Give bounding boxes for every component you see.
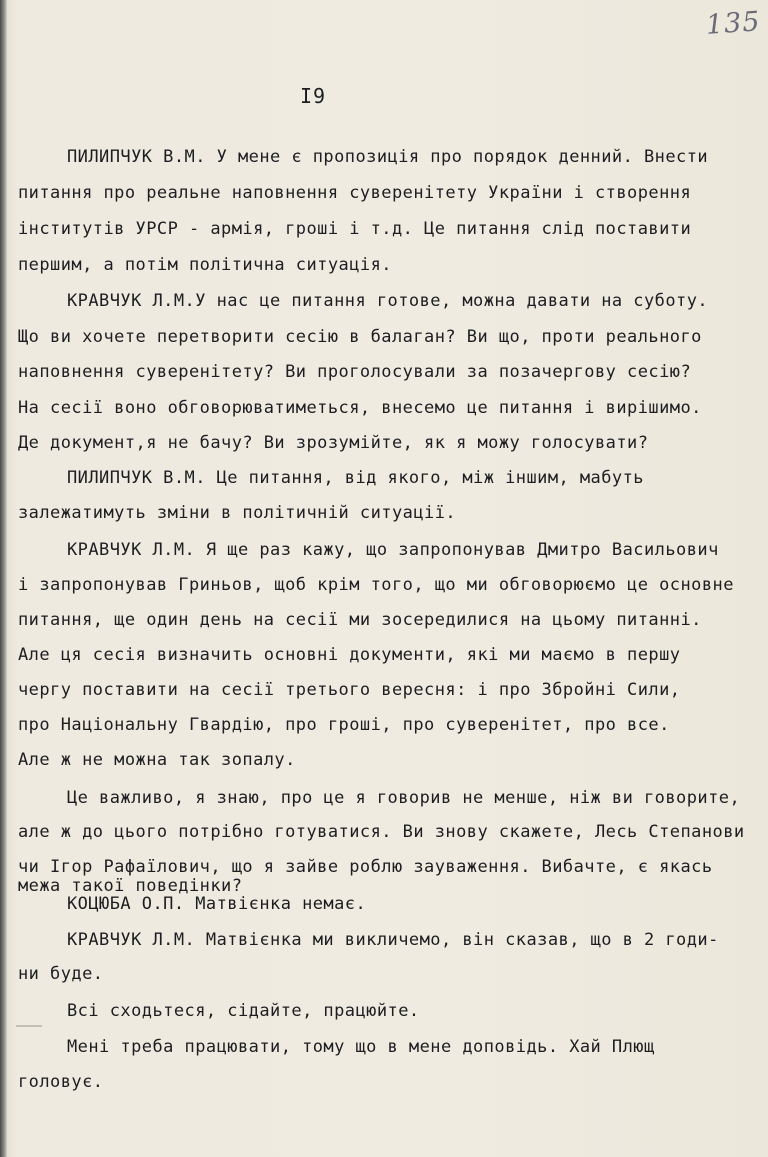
- text-line: ни буде.: [18, 964, 104, 984]
- text-line: Всі сходьтеся, сідайте, працюйте.: [67, 1001, 420, 1021]
- text-line: залежатимуть зміни в політичній ситуації.: [18, 503, 457, 523]
- text-line: КРАВЧУК Л.М. Я ще раз кажу, що запропонував Дмитро Васильович: [67, 540, 719, 560]
- text-line: КОЦЮБА О.П. Матвієнка немає.: [67, 894, 367, 914]
- text-line: На сесії воно обговорюватиметься, внесемо це питання і вирішимо.: [18, 398, 702, 418]
- text-line: КРАВЧУК Л.М. Матвієнка ми викличемо, він сказав, що в 2 годи-: [67, 930, 719, 950]
- archive-page-number: 135: [704, 6, 762, 41]
- text-line: інститутів УРСР - армія, гроші і т.д. Це питання слід поставити: [18, 219, 692, 239]
- text-line: але ж до цього потрібно готуватися. Ви знову скажете, Лесь Степанови: [18, 822, 745, 842]
- text-line: Але ця сесія визначить основні документи, які ми маємо в першу: [18, 645, 681, 665]
- text-line: Де документ,я не бачу? Ви зрозумійте, як я можу голосувати?: [18, 433, 649, 453]
- text-line: першим, а потім політична ситуація.: [18, 255, 392, 275]
- text-line: Але ж не можна так зопалу.: [18, 750, 296, 770]
- faint-strike-mark: [16, 1025, 42, 1027]
- text-line: Мені треба працювати, тому що в мене доповідь. Хай Плющ: [67, 1037, 655, 1057]
- text-line: Що ви хочете перетворити сесію в балаган? Ви що, проти реального: [18, 327, 702, 347]
- text-line: чи Ігор Рафаїлович, що я зайве роблю зауваження. Вибачте, є якась: [18, 857, 713, 877]
- text-line: і запропонував Гриньов, щоб крім того, що ми обговорюємо це основне: [18, 575, 734, 595]
- text-line: Це важливо, я знаю, про це я говорив не менше, ніж ви говорите,: [67, 788, 741, 808]
- page-number: I9: [300, 84, 327, 108]
- text-line: ПИЛИПЧУК В.М. Це питання, від якого, між іншим, мабуть: [67, 468, 644, 488]
- text-line: питання про реальне наповнення суверенітету України і створення: [18, 183, 692, 203]
- page-binding-edge: [0, 0, 7, 1157]
- text-line: питання, ще один день на сесії ми зосередилися на цьому питанні.: [18, 610, 702, 630]
- text-line: ПИЛИПЧУК В.М. У мене є пропозиція про порядок денний. Внести: [67, 147, 709, 167]
- text-line: про Національну Гвардію, про гроші, про суверенітет, про все.: [18, 715, 670, 735]
- text-line: КРАВЧУК Л.М.У нас це питання готове, можна давати на суботу.: [67, 291, 709, 311]
- text-line: чергу поставити на сесії третього вересня: і про Збройні Сили,: [18, 680, 681, 700]
- text-line: головує.: [18, 1072, 104, 1092]
- text-line: наповнення суверенітету? Ви проголосували за позачергову сесію?: [18, 362, 692, 382]
- text-line: межа такої поведінки?: [18, 876, 243, 896]
